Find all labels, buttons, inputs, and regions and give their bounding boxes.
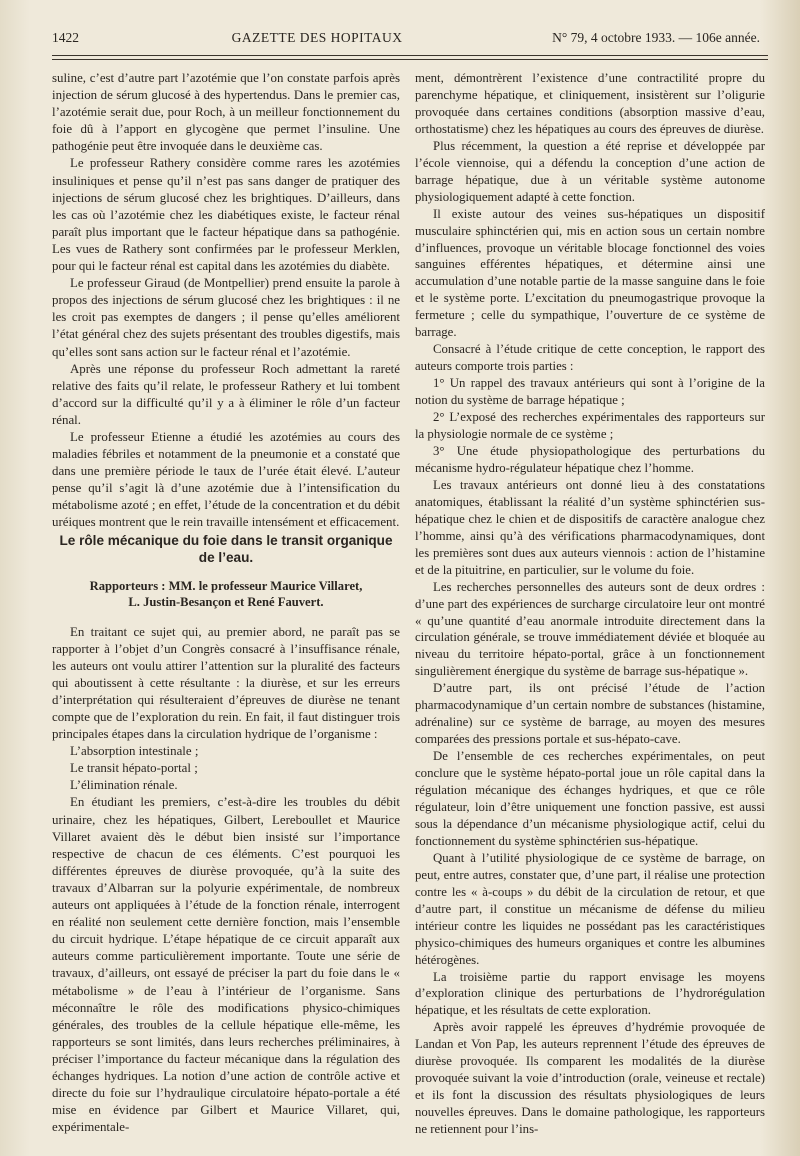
paragraph: Il existe autour des veines sus-hépatiques un dispositif musculaire sphinctérien qui, mis en action sous un certain nombre d’influences, provoque un véritable blocage fonctionnel des voies sanguines efférentes hépatiques, et détermine ainsi une accumulation d’une notable partie de la masse sanguine dans le foie et le système porte. L’excitation du pneumogastrique provoque la fermeture ; celle du sympathique, l’ouverture de ce système de barrage. [415, 206, 765, 340]
running-header [52, 30, 760, 52]
header-rule-bottom [52, 59, 768, 60]
paragraph: suline, c’est d’autre part l’azotémie que l’on constate parfois après injection de sérum glucosé à des hypertendus. Dans le premier cas, l’azotémie serait due, pour Roch, à un meilleur fonctionnement du foie dû à l’apport en glycogène que permet l’insuline. Une pathogénie peut être invoquée dans le deuxième cas. [52, 71, 400, 154]
list-item: L’élimination rénale. [70, 778, 178, 793]
paragraph: D’autre part, ils ont précisé l’étude de l’action pharmacodynamique d’un certain nombre de substances (histamine, adrénaline) sur ce système de barrage, au moyen des mesures comparées des pressions portale et sus-hépato-cave. [415, 681, 765, 747]
list-item: 1° Un rappel des travaux antérieurs qui sont à l’origine de la notion du système de barrage hépatique ; [415, 376, 765, 408]
page-number: 1422 [52, 30, 79, 45]
list-item: Le transit hépato-portal ; [70, 761, 198, 776]
paragraph: De l’ensemble de ces recherches expérimentales, on peut conclure que le système hépato-portal joue un rôle capital dans la régulation mécanique des échanges hydriques, et que ce rôle régulateur, loin d’être uniquement une fonction passive, est aussi sous la dépendance d’un mécanisme physiologique actif, celui du fonctionnement du système sphinctérien sus-hépatique. [415, 749, 765, 848]
paragraph: Le professeur Etienne a étudié les azotémies au cours des maladies fébriles et notamment de la pneumonie et a constaté que dans une première période le taux de l’urée était élevé. L’auteur pense qu’il s’agit là d’une azotémie due à l’intensification du métabolisme azoté ; en effet, l’étude de la concentration et du débit uréiques montrent que le rein travaille intensément et efficacement. [52, 429, 400, 530]
paragraph: Après une réponse du professeur Roch admettant la rareté relative des faits qu’il relate, le professeur Rathery et lui tombent d’accord sur la difficulté qu’il y a à éliminer le rôle d’un facteur rénal. [52, 361, 400, 427]
list-item: 3° Une étude physiopathologique des perturbations du mécanisme hydro-régulateur hépatique chez l’homme. [415, 443, 765, 475]
right-column [415, 70, 765, 1138]
rapporteurs-line: L. Justin-Besançon et René Fauvert. [128, 594, 324, 609]
section-title: Le rôle mécanique du foie dans le transit organique de l’eau. [59, 532, 393, 565]
paragraph: Plus récemment, la question a été reprise et développée par l’école viennoise, qui a défendu la conception d’une action de barrage hépatique, due à un véritable système autonome physiologiquement adapté à cette fonction. [415, 138, 765, 204]
paragraph: La troisième partie du rapport envisage les moyens d’exploration clinique des perturbations de l’hydrorégulation hépatique, et les résultats de cette exploration. [415, 969, 765, 1018]
rapporteurs-line: Rapporteurs : MM. le professeur Maurice Villaret, [89, 578, 363, 593]
paragraph: Consacré à l’étude critique de cette conception, le rapport des auteurs comporte trois parties : [415, 342, 765, 374]
paragraph: Les recherches personnelles des auteurs sont de deux ordres : d’une part des expériences de surcharge circulatoire leur ont montré « qu’une quantité d’eau anormale introduite directement dans la circulation générale, se trouve immédiatement déviée et bloquée au niveau du territoire hépato-portal, grâce à un fonctionnement singulièrement énergique du système de barrage sus-hépatique ». [415, 579, 765, 679]
paragraph: Le professeur Giraud (de Montpellier) prend ensuite la parole à propos des injections de sérum glucosé chez les brightiques : il ne les croit pas exemptes de dangers ; il pense qu’elles améliorent l’état général chez des sujets présentant des troubles digestifs, mais qu’elles sont sans action sur le facteur rénal et l’azotémie. [52, 276, 400, 359]
paragraph: En étudiant les premiers, c’est-à-dire les troubles du débit urinaire, chez les hépatiques, Gilbert, Lereboullet et Maurice Villaret avaient dès le début bien insisté sur l’importance respective de chacun de ces éléments. C’est pourquoi les différentes épreuves de diurèse provoquée, qu’à la suite des travaux d’Albarran sur la polyurie expérimentale, de nombreux auteurs ont appliquées à l’étude de la fonction rénale, interrogent en réalité non seulement cette dernière fonction, mais l’ensemble du circuit hydrique. L’étape hépatique de ce circuit apparaît aux auteurs comme particulièrement importante. Toute une série de travaux, d’ailleurs, ont essayé de préciser la part du foie dans le « métabolisme » de l’eau à l’intérieur de l’organisme. Sans méconnaître le rôle des modifications physico-chimiques générales, des troubles de la cellule hépatique elle-même, les rapporteurs se sont limités, dans leurs recherches préliminaires, à préciser l’importance du facteur mécanique dans la régulation des échanges hydriques. La notion d’une action de contrôle active et directe du foie sur l’hydraulique circulatoire hépato-portale a été mise en évidence par Gilbert et Maurice Villaret, qui, expérimentale- [52, 795, 400, 1135]
list-item: 2° L’exposé des recherches expérimentales des rapporteurs sur la physiologie normale de ce système ; [415, 410, 765, 442]
header-rule-top [52, 55, 768, 56]
list-item: L’absorption intestinale ; [70, 744, 199, 759]
paragraph: ment, démontrèrent l’existence d’une contractilité propre du parenchyme hépatique, et cliniquement, insistèrent sur l’oligurie provoquée dans certaines conditions (absorption massive d’eau, orthostatisme) chez les hépatiques au cours des épreuves de diurèse. [415, 71, 765, 136]
paragraph: En traitant ce sujet qui, au premier abord, ne paraît pas se rapporter à l’objet d’un Congrès consacré à l’insuffisance rénale, les auteurs ont voulu attirer l’attention sur la pluralité des facteurs qui aboutissent à cette résultante : la diurèse, et sur les erreurs d’interprétation qui résulteraient d’épreuves de diurèse ne tenant compte que de l’exploration du rein. En fait, il faut distinguer trois principales étapes dans la circulation hydrique de l’organisme : [52, 624, 400, 742]
paragraph: Après avoir rappelé les épreuves d’hydrémie provoquée de Landan et Von Pap, les auteurs reprennent l’étude des épreuves de diurèse provoquée. Ils comparent les modalités de la diurèse provoquée suivant la voie d’introduction (orale, veineuse et rectale) et ils font la discussion des résultats physiologiques de leurs nouvelles épreuves. Dans le domaine pathologique, les rapporteurs ne retiennent pour l’ins- [415, 1020, 765, 1137]
rapporteurs [52, 578, 400, 610]
issue-info: N° 79, 4 octobre 1933. — 106e année. [552, 30, 760, 45]
paragraph: Le professeur Rathery considère comme rares les azotémies insuliniques et pense qu’il n’est pas sans danger de pratiquer des injections de sérum glucosé chez les brightiques. D’ailleurs, dans les cas où l’azotémie chez les diabétiques existe, le facteur rénal paraît plus important que le facteur hépatique dans sa pathogénie. Les vues de Rathery sont confirmées par le professeur Merklen, pour qui le facteur rénal est capital dans les azotémies du diabète. [52, 156, 400, 274]
paragraph: Quant à l’utilité physiologique de ce système de barrage, on peut, entre autres, constater que, d’une part, il réalise une protection contre les « à-coups » du débit de la circulation de retour, et que d’autre part, il constitue un mécanisme de défense du milieu intérieur contre les liquides ne possédant pas les caractéristiques physico-chimiques des humeurs organiques et contre les albumines hétérogènes. [415, 850, 765, 967]
journal-title: GAZETTE DES HOPITAUX [231, 30, 403, 45]
paragraph: Les travaux antérieurs ont donné lieu à des constatations anatomiques, établissant la réalité d’un système sphinctérien sus-hépatique chez le chien et de dispositifs de caractère analogue chez l’homme, ainsi qu’à des vérifications pharmacodynamiques, dont les premières sont dues aux auteurs viennois : action de l’histamine et de la pituitrine, en particulier, sur le volume du foie. [415, 477, 765, 577]
left-column [52, 70, 400, 1136]
